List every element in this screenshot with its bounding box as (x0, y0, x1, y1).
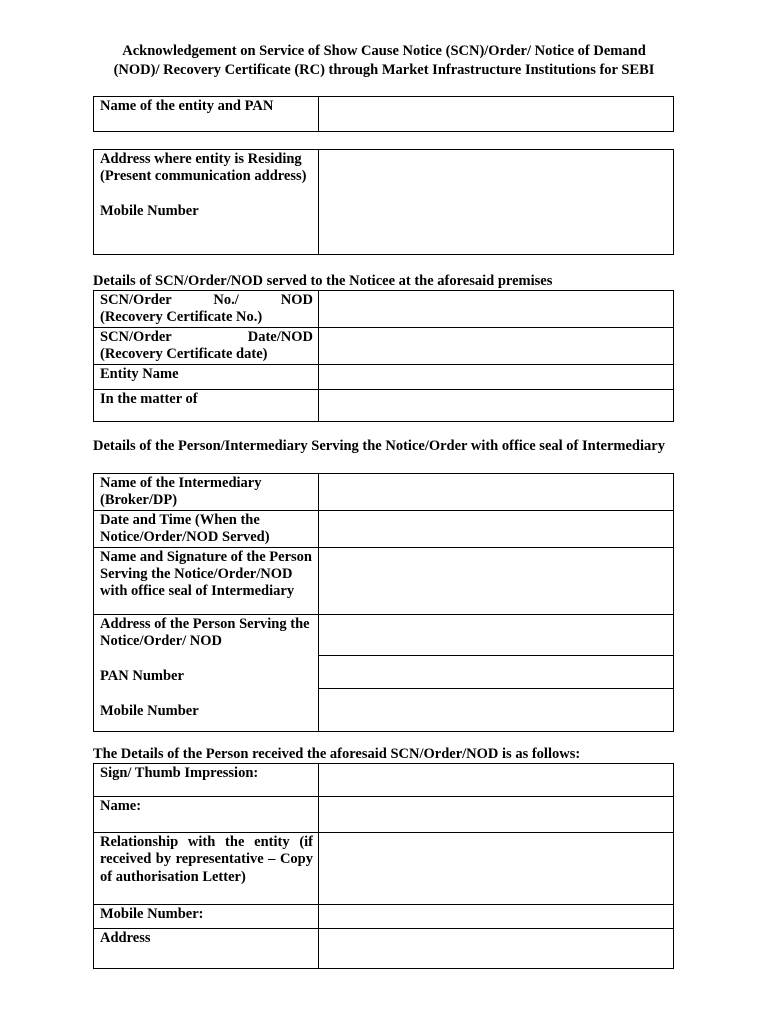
address-field[interactable] (319, 150, 674, 255)
receiver-mobile-label: Mobile Number: (94, 905, 319, 929)
address-label: Address where entity is Residing (Present communication address) (100, 151, 307, 185)
server-address-field[interactable] (319, 614, 674, 655)
intermediary-details-table (93, 473, 674, 732)
document-title (80, 42, 688, 80)
receiver-address-field[interactable] (319, 929, 674, 969)
receiver-address-label: Address (94, 929, 319, 969)
receiver-details-heading: The Details of the Person received the aforesaid SCN/Order/NOD is as follows: (93, 746, 581, 762)
scn-number-cell (94, 291, 319, 328)
intermediary-name-label: Name of the Intermediary (Broker/DP) (94, 474, 319, 511)
relationship-field[interactable] (319, 833, 674, 905)
entity-name-pan-field[interactable] (319, 97, 674, 132)
scn-details-heading: Details of SCN/Order/NOD served to the Noticee at the aforesaid premises (93, 273, 553, 289)
server-address-label: Address of the Person Serving the Notice/Order/ NOD (100, 615, 310, 650)
intermediary-name-field[interactable] (319, 474, 674, 511)
date-time-served-field[interactable] (319, 510, 674, 547)
recovery-certificate-date-label: (Recovery Certificate date) (100, 346, 268, 363)
scn-date-field[interactable] (319, 328, 674, 365)
server-pan-label: PAN Number (100, 667, 184, 684)
scn-date-label: SCN/Order Date/NOD (100, 329, 313, 345)
entity-table (93, 96, 674, 132)
relationship-label: Relationship with the entity (if received by representative – Copy of authorisation Letter) (94, 833, 319, 905)
address-table (93, 149, 674, 255)
entity-name-label: Entity Name (94, 364, 319, 389)
receiver-name-label: Name: (94, 797, 319, 833)
entity-name-pan-label: Name of the entity and PAN (94, 97, 319, 132)
scn-number-label: SCN/Order No./ NOD (100, 292, 313, 308)
server-mobile-field[interactable] (319, 688, 674, 731)
sign-thumb-label: Sign/ Thumb Impression: (94, 764, 319, 797)
address-cell (94, 150, 319, 255)
title-line-2: (NOD)/ Recovery Certificate (RC) through Market Infrastructure Institutions for SEBI (113, 62, 655, 78)
scn-details-table (93, 290, 674, 422)
intermediary-details-heading: Details of the Person/Intermediary Serving the Notice/Order with office seal of Intermediary (93, 438, 665, 454)
server-name-signature-label: Name and Signature of the Person Serving the Notice/Order/NOD with office seal of Intermediary (94, 547, 319, 614)
server-address-cell (94, 614, 319, 731)
recovery-certificate-number-label: (Recovery Certificate No.) (100, 309, 263, 326)
server-pan-field[interactable] (319, 655, 674, 688)
server-mobile-label: Mobile Number (100, 702, 199, 719)
receiver-name-field[interactable] (319, 797, 674, 833)
mobile-number-label: Mobile Number (100, 203, 199, 220)
receiver-details-table (93, 763, 674, 969)
scn-number-field[interactable] (319, 291, 674, 328)
in-matter-of-label: In the matter of (94, 389, 319, 421)
server-name-signature-field[interactable] (319, 547, 674, 614)
date-time-served-label: Date and Time (When the Notice/Order/NOD Served) (94, 510, 319, 547)
title-line-1: Acknowledgement on Service of Show Cause Notice (SCN)/Order/ Notice of Demand (122, 43, 646, 59)
sign-thumb-field[interactable] (319, 764, 674, 797)
entity-name-field[interactable] (319, 364, 674, 389)
scn-date-cell (94, 328, 319, 365)
in-matter-of-field[interactable] (319, 389, 674, 421)
receiver-mobile-field[interactable] (319, 905, 674, 929)
